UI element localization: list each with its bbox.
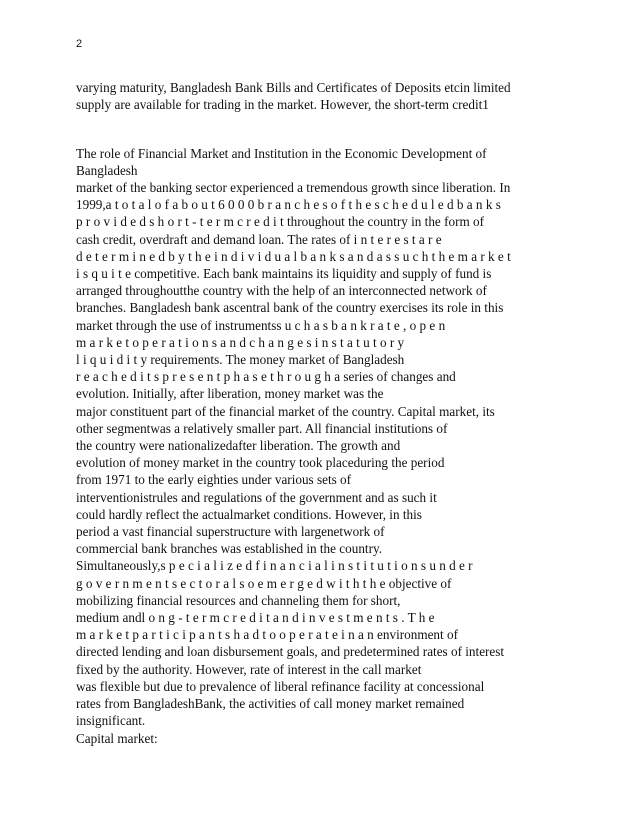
- text-line: cash credit, overdraft and demand loan. The rates of i n t e r e s t a r e: [76, 231, 442, 247]
- text-line: from 1971 to the early eighties under various sets of: [76, 472, 352, 488]
- text-line: varying maturity, Bangladesh Bank Bills and Certificates of Deposits etcin limited: [76, 80, 511, 95]
- text-line: period a vast financial superstructure with largenetwork of: [76, 524, 385, 540]
- text-line: other segmentwas a relatively smaller part. All financial institutions of: [76, 420, 448, 436]
- text-line: i s q u i t e competitive. Each bank maintains its liquidity and supply of fund is: [76, 266, 492, 282]
- text-line: directed lending and loan disbursement goals, and predetermined rates of interest: [76, 644, 505, 660]
- text-line: mobilizing financial resources and channeling them for short,: [76, 592, 401, 608]
- text-line: Capital market:: [76, 730, 158, 746]
- text-line: l i q u i d i t y requirements. The money market of Bangladesh: [76, 352, 405, 368]
- heading-line: Bangladesh: [76, 163, 138, 179]
- intro-paragraph: [76, 79, 576, 113]
- page-number: 2: [76, 38, 83, 50]
- text-line: m a r k e t p a r t i c i p a n t s h a d t o o p e r a t e i n a n environment of: [76, 627, 458, 643]
- text-line: m a r k e t o p e r a t i o n s a n d c h a n g e s i n s t a t u t o r y: [76, 334, 405, 350]
- text-line: arranged throughoutthe country with the help of an interconnected network of: [76, 283, 487, 299]
- text-line: medium andl o n g - t e r m c r e d i t a n d i n v e s t m e n t s . T h e: [76, 610, 435, 626]
- text-line: p r o v i d e d s h o r t - t e r m c r e d i t throughout the country in the form of: [76, 214, 484, 230]
- text-line: d e t e r m i n e d b y t h e i n d i v i d u a l b a n k s a n d a s s u c h t h e m a r k e t: [76, 248, 511, 264]
- text-line: was flexible but due to prevalence of liberal refinance facility at concessional: [76, 678, 485, 694]
- text-line: Simultaneously,s p e c i a l i z e d f i n a n c i a l i n s t i t u t i o n s u n d e r: [76, 558, 473, 574]
- text-line: 1999,a t o t a l o f a b o u t 6 0 0 0 b r a n c h e s o f t h e s c h e d u l e d b a n k s: [76, 197, 501, 213]
- heading-line: The role of Financial Market and Institution in the Economic Development of: [76, 146, 487, 161]
- text-line: g o v e r n m e n t s e c t o r a l s o e m e r g e d w i t h t h e objective of: [76, 575, 452, 591]
- text-line: commercial bank branches was established in the country.: [76, 541, 383, 557]
- body-paragraph: [76, 179, 576, 747]
- text-line: major constituent part of the financial market of the country. Capital market, its: [76, 403, 495, 419]
- section-heading: [76, 145, 576, 179]
- text-line: evolution. Initially, after liberation, money market was the: [76, 386, 384, 402]
- text-line: supply are available for trading in the market. However, the short-term credit1: [76, 97, 489, 113]
- text-line: evolution of money market in the country took placeduring the period: [76, 455, 445, 471]
- text-line: could hardly reflect the actualmarket conditions. However, in this: [76, 506, 422, 522]
- text-line: the country were nationalizedafter liberation. The growth and: [76, 438, 401, 454]
- text-line: fixed by the authority. However, rate of interest in the call market: [76, 661, 422, 677]
- text-line: insignificant.: [76, 713, 146, 729]
- text-line: market of the banking sector experienced a tremendous growth since liberation. In: [76, 180, 511, 195]
- text-line: market through the use of instrumentss u c h a s b a n k r a t e , o p e n: [76, 317, 446, 333]
- text-line: r e a c h e d i t s p r e s e n t p h a s e t h r o u g h a series of changes and: [76, 369, 456, 385]
- text-line: branches. Bangladesh bank ascentral bank of the country exercises its role in this: [76, 300, 504, 316]
- text-line: rates from BangladeshBank, the activities of call money market remained: [76, 696, 465, 712]
- text-line: interventionistrules and regulations of the government and as such it: [76, 489, 437, 505]
